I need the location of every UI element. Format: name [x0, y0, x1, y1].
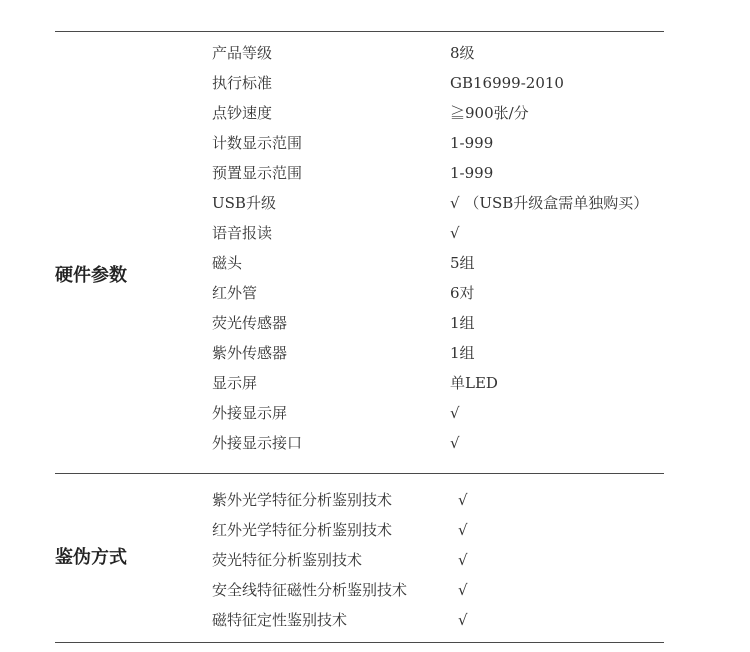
- hardware-section-title: 硬件参数: [55, 265, 127, 286]
- spec-label: 荧光传感器: [212, 314, 288, 332]
- spec-label: 外接显示接口: [212, 434, 303, 452]
- spec-value: √ （USB升级盒需单独购买）: [450, 194, 649, 212]
- top-divider: [55, 31, 664, 32]
- spec-value: 1组: [450, 314, 475, 332]
- spec-value: 1组: [450, 344, 475, 362]
- spec-label: 点钞速度: [212, 104, 273, 122]
- spec-value: √: [450, 224, 460, 242]
- spec-label: 执行标准: [212, 74, 273, 92]
- spec-value: 6对: [450, 284, 475, 302]
- anti-fake-section-title: 鉴伪方式: [55, 547, 127, 568]
- spec-value: 5组: [450, 254, 475, 272]
- section-divider: [55, 473, 664, 474]
- spec-label: 红外管: [212, 284, 258, 302]
- spec-value: 单LED: [450, 374, 498, 392]
- spec-label: 语音报读: [212, 224, 273, 242]
- spec-value: √: [458, 521, 468, 539]
- spec-value: √: [450, 404, 460, 422]
- spec-label: 预置显示范围: [212, 164, 303, 182]
- spec-label: 计数显示范围: [212, 134, 303, 152]
- spec-label: 红外光学特征分析鉴别技术: [212, 521, 393, 539]
- spec-label: 磁特征定性鉴别技术: [212, 611, 348, 629]
- spec-value: 1-999: [450, 164, 494, 182]
- spec-label: 安全线特征磁性分析鉴别技术: [212, 581, 408, 599]
- spec-label: 紫外传感器: [212, 344, 288, 362]
- spec-value: √: [458, 551, 468, 569]
- spec-label: USB升级: [212, 194, 276, 212]
- spec-value: GB16999-2010: [450, 74, 564, 92]
- spec-label: 紫外光学特征分析鉴别技术: [212, 491, 393, 509]
- spec-value: 1-999: [450, 134, 494, 152]
- spec-value: ≧900张/分: [450, 104, 529, 122]
- spec-value: √: [458, 581, 468, 599]
- spec-label: 显示屏: [212, 374, 258, 392]
- spec-label: 荧光特征分析鉴别技术: [212, 551, 363, 569]
- bottom-divider: [55, 642, 664, 643]
- spec-value: √: [458, 491, 468, 509]
- spec-value: 8级: [450, 44, 475, 62]
- spec-label: 外接显示屏: [212, 404, 288, 422]
- spec-label: 磁头: [212, 254, 243, 272]
- spec-value: √: [458, 611, 468, 629]
- spec-label: 产品等级: [212, 44, 273, 62]
- spec-value: √: [450, 434, 460, 452]
